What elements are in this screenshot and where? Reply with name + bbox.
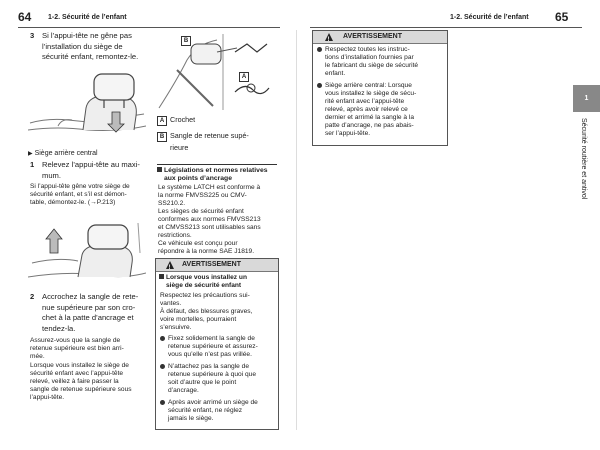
anchor-hook-illustration	[157, 30, 275, 112]
page-gutter	[296, 30, 297, 430]
step-2: 2 Accrochez la sangle de rete- nue supérieure par son cro- chet à la patte d’ancrage et tendez-la.	[30, 292, 139, 333]
headrest-raise-illustration	[28, 213, 146, 287]
step-3: 3 Si l’appui-tête ne gêne pas l’installation du siège de sécurité enfant, remontez-le.	[30, 31, 139, 61]
warning-icon	[166, 261, 174, 269]
seat-drawing	[28, 68, 146, 144]
legend-strap: B Sangle de retenue supé- rieure	[157, 130, 249, 153]
warning-title: AVERTISSEMENT	[343, 33, 402, 40]
step-1: 1 Relevez l’appui-tête au maxi- mum.	[30, 160, 140, 180]
note-strap-secured: Assurez-vous que la sangle de retenue supérieure est bien arri- mée.	[30, 337, 124, 360]
warning-intro: Respectez les précautions sui- vantes. À défaut, des blessures graves, voire mortelles, pourraient s’ensuivre.	[160, 292, 253, 331]
anchor-drawing	[157, 30, 275, 112]
header-rule-left	[18, 27, 280, 28]
law-text: Le système LATCH est conforme à la norme FMVSS225 ou CMV- SS210.2. Les sièges de sécurité enfant conformes aux normes FMVSS213 et CMVSS213 sont utilisables sans restrictions. Ce véhicule est conçu pour répondre à la norme SAE J1819.	[158, 184, 261, 255]
warning-box-right	[312, 30, 448, 146]
step-number: 3	[30, 31, 35, 40]
right-header-title: 1-2. Sécurité de l’enfant	[450, 14, 529, 21]
label-a: A	[239, 72, 249, 82]
note-headrest-raised: Lorsque vous installez le siège de sécurité enfant avec l’appui-tête relevé, veillez à faire passer la sangle de retenue supérieure sous l’appui-tête.	[30, 362, 132, 401]
legend-crochet: A Crochet	[157, 116, 195, 126]
chapter-tab-label: Sécurité routière et antivol	[580, 118, 587, 200]
rear-seat-headrest-illustration	[28, 68, 146, 144]
note-headrest-removal: Si l’appui-tête gêne votre siège de sécurité enfant, et s’il est démon- table, démontez-le. (→P.213)	[30, 183, 130, 206]
left-header-title: 1-2. Sécurité de l’enfant	[48, 14, 127, 21]
label-b: B	[181, 36, 191, 46]
warning-bullet-2: Siège arrière central: Lorsque vous installez le siège de sécu- rité enfant avec l’appui-tête relevé, après avoir relevé ce dernier et arrimé la sangle à la patte d’ancrage, ne pas abais- ser l’appui-tête.	[317, 82, 443, 140]
warning-title: AVERTISSEMENT	[182, 261, 241, 268]
header-rule-right	[310, 27, 582, 28]
headrest-drawing	[28, 213, 146, 287]
warning-bullet-3: Après avoir arrimé un siège de sécurité enfant, ne réglez jamais le siège.	[160, 399, 274, 425]
caption-rear-seat: ▶ Siège arrière central	[28, 150, 98, 157]
warning-icon	[325, 33, 333, 41]
warning-bullet-2: N’attachez pas la sangle de retenue supérieure à quoi que soit d’autre que le point d’ancrage.	[160, 363, 274, 397]
warning-bullet-1: Fixez solidement la sangle de retenue supérieure et assurez- vous qu’elle n’est pas vrillée.	[160, 335, 274, 361]
left-page-number: 64	[18, 10, 32, 24]
law-heading: Législations et normes relatives aux points d’ancrage	[157, 164, 277, 183]
chapter-tab: 1	[573, 85, 600, 112]
right-page-number: 65	[555, 10, 569, 24]
warning-bullet-1: Respectez toutes les instruc- tions d’installation fournies par le fabricant du siège de sécurité enfant.	[317, 46, 443, 80]
warning-subheading: Lorsque vous installez un siège de sécurité enfant	[159, 274, 247, 290]
warning-box-middle	[155, 258, 279, 430]
